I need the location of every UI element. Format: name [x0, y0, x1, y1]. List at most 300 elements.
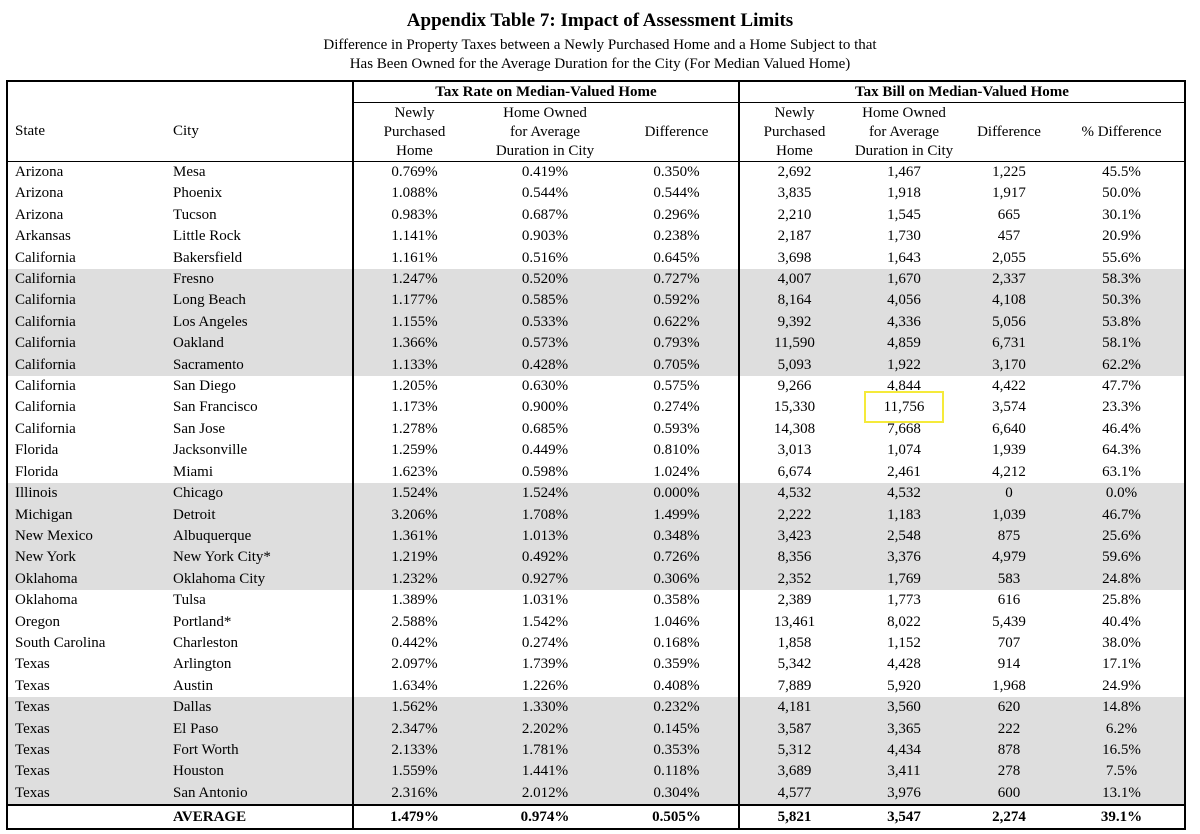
- table-row: [7, 205, 1185, 226]
- cell-state: Texas: [7, 719, 163, 740]
- cell-bill-pct-difference: 30.1%: [1102, 206, 1141, 223]
- cell-rate-newly: 2.347%: [353, 719, 475, 740]
- cell-bill-owned: 1,183: [849, 505, 959, 526]
- cell-rate-difference: 1.046%: [653, 613, 700, 630]
- cell-city: San Francisco: [173, 399, 258, 416]
- table-row: [7, 783, 1185, 805]
- cell-rate-newly: 1.161%: [353, 248, 475, 269]
- group-header-tax-rate: Tax Rate on Median-Valued Home: [353, 81, 739, 103]
- table-row: [7, 269, 1185, 290]
- cell-rate-owned: 0.598%: [521, 463, 569, 480]
- cell-bill-owned: 3,976: [849, 783, 959, 805]
- cell-bill-pct-difference: 58.3%: [1059, 269, 1185, 290]
- cell-bill-pct-difference: 62.2%: [1059, 355, 1185, 376]
- cell-bill-difference: 878: [959, 740, 1059, 761]
- cell-bill-pct-difference: 38.0%: [1102, 634, 1141, 651]
- cell-rate-difference: 0.000%: [615, 483, 739, 504]
- cell-bill-owned: 11,756: [883, 399, 925, 416]
- col-header-bill-pct-difference: % Difference: [1059, 103, 1185, 162]
- table-row: [7, 226, 1185, 247]
- table-row: [7, 397, 1185, 418]
- cell-state: New Mexico: [7, 526, 163, 547]
- cell-city: Los Angeles: [163, 312, 353, 333]
- cell-city: Fresno: [163, 269, 353, 290]
- cell-rate-owned: 0.419%: [521, 164, 569, 180]
- cell-bill-newly: 4,007: [739, 269, 849, 290]
- cell-bill-pct-difference: 16.5%: [1059, 740, 1185, 761]
- col-header-state: State: [7, 103, 163, 162]
- cell-bill-newly: 9,392: [739, 312, 849, 333]
- cell-city: Austin: [173, 677, 214, 694]
- cell-bill-difference: 616: [997, 592, 1021, 609]
- cell-city: Little Rock: [173, 228, 241, 245]
- table-row: [7, 462, 1185, 483]
- cell-city: Detroit: [163, 505, 353, 526]
- cell-state: Texas: [7, 761, 163, 782]
- table-row: [7, 761, 1185, 782]
- cell-rate-owned: 2.012%: [475, 783, 615, 805]
- cell-bill-newly: 13,461: [739, 612, 849, 633]
- cell-bill-pct-difference: 50.0%: [1102, 185, 1141, 202]
- cell-bill-owned: 4,428: [887, 656, 921, 673]
- cell-bill-difference: 1,917: [992, 185, 1026, 202]
- average-bill-newly: 5,821: [739, 805, 849, 829]
- cell-rate-owned: 0.573%: [475, 333, 615, 354]
- cell-bill-newly: 2,389: [739, 590, 849, 611]
- cell-bill-pct-difference: 63.1%: [1102, 463, 1141, 480]
- table-row: [7, 569, 1185, 590]
- cell-bill-newly: 11,590: [739, 333, 849, 354]
- average-rate-newly: 1.479%: [353, 805, 475, 829]
- cell-bill-pct-difference: 64.3%: [1102, 442, 1141, 459]
- cell-bill-newly: 4,532: [739, 483, 849, 504]
- table-row: [7, 697, 1185, 718]
- cell-bill-pct-difference: 25.8%: [1102, 592, 1141, 609]
- cell-bill-pct-difference: 47.7%: [1102, 378, 1141, 395]
- cell-bill-newly: 3,587: [739, 719, 849, 740]
- cell-rate-newly: 1.623%: [353, 462, 475, 483]
- cell-rate-difference: 1.024%: [653, 463, 700, 480]
- cell-rate-owned: 0.274%: [521, 634, 569, 651]
- cell-bill-pct-difference: 0.0%: [1059, 483, 1185, 504]
- cell-bill-owned: 3,365: [849, 719, 959, 740]
- cell-rate-difference: 0.353%: [615, 740, 739, 761]
- cell-rate-difference: 0.348%: [615, 526, 739, 547]
- cell-rate-owned: 0.428%: [475, 355, 615, 376]
- table-row: [7, 676, 1185, 697]
- cell-rate-owned: 2.202%: [475, 719, 615, 740]
- cell-bill-pct-difference: 46.4%: [1102, 420, 1141, 437]
- cell-bill-newly: 5,312: [739, 740, 849, 761]
- cell-bill-newly: 8,356: [739, 547, 849, 568]
- cell-state: Florida: [15, 463, 59, 480]
- cell-bill-newly: 3,423: [739, 526, 849, 547]
- table-row: [7, 248, 1185, 269]
- cell-city: Chicago: [163, 483, 353, 504]
- cell-bill-difference: 0: [959, 483, 1059, 504]
- table-row: [7, 440, 1185, 461]
- cell-bill-difference: 665: [997, 206, 1021, 223]
- cell-bill-owned: 1,467: [887, 164, 921, 180]
- cell-city: Phoenix: [173, 185, 223, 202]
- table-row: [7, 505, 1185, 526]
- cell-bill-difference: 875: [959, 526, 1059, 547]
- cell-state: Oklahoma: [15, 592, 78, 609]
- cell-bill-difference: 2,055: [992, 249, 1026, 266]
- cell-state: South Carolina: [15, 634, 106, 651]
- cell-bill-difference: 222: [959, 719, 1059, 740]
- cell-city: Mesa: [173, 164, 206, 180]
- cell-rate-owned: 0.927%: [475, 569, 615, 590]
- col-header-city: City: [163, 103, 353, 162]
- cell-rate-owned: 0.520%: [475, 269, 615, 290]
- cell-rate-newly: 0.769%: [353, 162, 475, 184]
- cell-bill-newly: 4,577: [739, 783, 849, 805]
- cell-bill-newly: 1,858: [739, 633, 849, 654]
- cell-bill-pct-difference: 20.9%: [1102, 228, 1141, 245]
- cell-bill-owned: 1,730: [887, 228, 921, 245]
- cell-rate-newly: 1.155%: [353, 312, 475, 333]
- cell-city: New York City*: [163, 547, 353, 568]
- cell-bill-pct-difference: 25.6%: [1059, 526, 1185, 547]
- cell-bill-newly: 2,352: [739, 569, 849, 590]
- cell-rate-difference: 0.304%: [615, 783, 739, 805]
- cell-rate-difference: 0.350%: [653, 164, 700, 180]
- cell-bill-difference: 3,574: [992, 399, 1026, 416]
- cell-bill-newly: 4,181: [739, 697, 849, 718]
- table-row: [7, 612, 1185, 633]
- cell-bill-newly: 5,342: [739, 654, 849, 675]
- cell-rate-difference: 0.793%: [615, 333, 739, 354]
- cell-rate-difference: 0.168%: [653, 634, 700, 651]
- cell-rate-newly: 1.177%: [353, 290, 475, 311]
- cell-bill-difference: 3,170: [959, 355, 1059, 376]
- cell-state: Arizona: [15, 206, 64, 223]
- cell-rate-newly: 1.141%: [353, 226, 475, 247]
- cell-rate-difference: 0.408%: [653, 677, 700, 694]
- cell-rate-owned: 1.781%: [475, 740, 615, 761]
- cell-rate-difference: 0.810%: [653, 442, 700, 459]
- table-row: [7, 547, 1185, 568]
- cell-bill-pct-difference: 58.1%: [1059, 333, 1185, 354]
- cell-bill-owned: 2,461: [887, 463, 921, 480]
- cell-rate-newly: 1.088%: [353, 183, 475, 204]
- cell-rate-newly: 1.173%: [353, 397, 475, 418]
- cell-bill-difference: 5,056: [959, 312, 1059, 333]
- cell-state: Texas: [15, 656, 50, 673]
- cell-city: Miami: [173, 463, 213, 480]
- cell-bill-owned: 4,859: [849, 333, 959, 354]
- table-row: [7, 355, 1185, 376]
- cell-rate-difference: 0.705%: [615, 355, 739, 376]
- cell-rate-owned: 0.585%: [475, 290, 615, 311]
- cell-rate-difference: 0.622%: [615, 312, 739, 333]
- average-rate-difference: 0.505%: [615, 805, 739, 829]
- cell-bill-newly: 3,689: [739, 761, 849, 782]
- cell-rate-difference: 0.359%: [653, 656, 700, 673]
- cell-bill-pct-difference: 53.8%: [1059, 312, 1185, 333]
- cell-bill-owned: 3,376: [849, 547, 959, 568]
- table-row: [7, 290, 1185, 311]
- cell-bill-owned: 1,545: [887, 206, 921, 223]
- cell-city: Portland*: [173, 613, 232, 630]
- average-bill-owned: 3,547: [849, 805, 959, 829]
- col-header-bill-difference: Difference: [959, 103, 1059, 162]
- col-header-bill-newly: Newly Purchased Home: [739, 103, 849, 162]
- cell-bill-owned: 3,560: [849, 697, 959, 718]
- cell-bill-pct-difference: 17.1%: [1102, 656, 1141, 673]
- cell-bill-difference: 2,337: [959, 269, 1059, 290]
- table-row: [7, 162, 1185, 184]
- assessment-limits-table: [6, 80, 1186, 830]
- cell-bill-pct-difference: 55.6%: [1102, 249, 1141, 266]
- cell-bill-owned: 8,022: [887, 613, 921, 630]
- cell-rate-newly: 1.366%: [353, 333, 475, 354]
- cell-state: Florida: [15, 442, 59, 459]
- cell-bill-pct-difference: 14.8%: [1059, 697, 1185, 718]
- cell-bill-pct-difference: 6.2%: [1059, 719, 1185, 740]
- cell-bill-pct-difference: 45.5%: [1102, 164, 1141, 180]
- cell-rate-newly: 1.361%: [353, 526, 475, 547]
- cell-rate-newly: 1.562%: [353, 697, 475, 718]
- cell-state: New York: [7, 547, 163, 568]
- col-header-bill-owned: Home Owned for Average Duration in City: [849, 103, 959, 162]
- cell-rate-difference: 0.118%: [615, 761, 739, 782]
- cell-rate-newly: 2.133%: [353, 740, 475, 761]
- cell-state: Texas: [7, 697, 163, 718]
- cell-bill-difference: 620: [959, 697, 1059, 718]
- average-rate-owned: 0.974%: [475, 805, 615, 829]
- cell-bill-difference: 600: [959, 783, 1059, 805]
- cell-rate-owned: 0.900%: [521, 399, 569, 416]
- cell-city: Tucson: [173, 206, 217, 223]
- cell-rate-difference: 0.727%: [615, 269, 739, 290]
- cell-rate-owned: 1.441%: [475, 761, 615, 782]
- col-header-rate-owned: Home Owned for Average Duration in City: [475, 103, 615, 162]
- cell-bill-owned: 2,548: [849, 526, 959, 547]
- cell-bill-pct-difference: 7.5%: [1059, 761, 1185, 782]
- table-row: [7, 526, 1185, 547]
- cell-rate-owned: 0.630%: [521, 378, 569, 395]
- cell-bill-owned: 4,336: [849, 312, 959, 333]
- average-bill-difference: 2,274: [959, 805, 1059, 829]
- cell-city: Sacramento: [163, 355, 353, 376]
- cell-state: California: [7, 312, 163, 333]
- cell-bill-newly: 2,187: [739, 226, 849, 247]
- cell-rate-owned: 0.903%: [521, 228, 569, 245]
- average-row: [7, 805, 1185, 829]
- cell-rate-newly: 2.316%: [353, 783, 475, 805]
- cell-state: Arkansas: [15, 228, 71, 245]
- cell-city: Houston: [163, 761, 353, 782]
- cell-bill-difference: 6,640: [992, 420, 1026, 437]
- cell-rate-newly: 0.983%: [353, 205, 475, 226]
- cell-state: California: [7, 269, 163, 290]
- cell-rate-difference: 0.726%: [615, 547, 739, 568]
- cell-rate-owned: 1.708%: [475, 505, 615, 526]
- cell-city: Oklahoma City: [163, 569, 353, 590]
- cell-rate-difference: 0.358%: [653, 592, 700, 609]
- cell-bill-difference: 457: [997, 228, 1021, 245]
- cell-bill-newly: 3,835: [739, 183, 849, 204]
- cell-bill-newly: 14,308: [739, 419, 849, 440]
- cell-rate-newly: 1.559%: [353, 761, 475, 782]
- cell-city: Bakersfield: [173, 249, 243, 266]
- cell-bill-difference: 914: [997, 656, 1021, 673]
- cell-state: California: [15, 399, 76, 416]
- cell-state: Illinois: [7, 483, 163, 504]
- cell-rate-owned: 1.031%: [521, 592, 569, 609]
- cell-bill-pct-difference: 24.8%: [1059, 569, 1185, 590]
- cell-state: California: [15, 378, 76, 395]
- table-subtitle-line2: Has Been Owned for the Average Duration for the City (For Median Valued Home): [349, 56, 851, 72]
- cell-rate-owned: 0.544%: [521, 185, 569, 202]
- cell-state: Arizona: [15, 185, 64, 202]
- cell-rate-owned: 0.449%: [521, 442, 569, 459]
- cell-bill-owned: 4,844: [887, 378, 921, 395]
- cell-rate-difference: 0.238%: [653, 228, 700, 245]
- cell-bill-newly: 7,889: [739, 676, 849, 697]
- table-header: [7, 81, 1185, 162]
- cell-city: Charleston: [173, 634, 238, 651]
- cell-rate-newly: 1.278%: [353, 419, 475, 440]
- cell-rate-difference: 1.499%: [615, 505, 739, 526]
- cell-rate-newly: 3.206%: [353, 505, 475, 526]
- cell-state: California: [7, 333, 163, 354]
- cell-city: El Paso: [163, 719, 353, 740]
- cell-city: Dallas: [163, 697, 353, 718]
- cell-state: Arizona: [15, 164, 64, 180]
- cell-bill-newly: 15,330: [739, 397, 849, 418]
- cell-state: Texas: [7, 783, 163, 805]
- cell-state: Oregon: [15, 613, 60, 630]
- cell-bill-owned: 1,074: [887, 442, 921, 459]
- col-header-rate-difference: Difference: [615, 103, 739, 162]
- cell-bill-difference: 1,968: [992, 677, 1026, 694]
- cell-rate-difference: 0.593%: [653, 420, 700, 437]
- cell-rate-newly: 1.247%: [353, 269, 475, 290]
- cell-rate-difference: 0.274%: [653, 399, 700, 416]
- cell-rate-difference: 0.645%: [653, 249, 700, 266]
- cell-rate-newly: 1.133%: [353, 355, 475, 376]
- cell-rate-newly: 2.097%: [353, 654, 475, 675]
- cell-bill-newly: 8,164: [739, 290, 849, 311]
- col-header-rate-newly: Newly Purchased Home: [353, 103, 475, 162]
- cell-state: Michigan: [7, 505, 163, 526]
- average-label: AVERAGE: [163, 805, 353, 829]
- table-subtitle-line1: Difference in Property Taxes between a Newly Purchased Home and a Home Subject to that: [323, 37, 877, 53]
- cell-rate-difference: 0.544%: [653, 185, 700, 202]
- cell-city: San Jose: [173, 420, 226, 437]
- cell-rate-owned: 0.492%: [475, 547, 615, 568]
- cell-bill-newly: 2,210: [739, 205, 849, 226]
- cell-bill-pct-difference: 50.3%: [1059, 290, 1185, 311]
- cell-bill-owned: 1,152: [887, 634, 921, 651]
- cell-bill-newly: 2,222: [739, 505, 849, 526]
- cell-city: San Antonio: [163, 783, 353, 805]
- cell-city: San Diego: [173, 378, 236, 395]
- cell-bill-difference: 4,422: [992, 378, 1026, 395]
- cell-bill-owned: 1,643: [887, 249, 921, 266]
- cell-bill-pct-difference: 59.6%: [1059, 547, 1185, 568]
- cell-bill-owned: 4,434: [849, 740, 959, 761]
- table-title: Appendix Table 7: Impact of Assessment Limits: [406, 10, 794, 31]
- cell-bill-difference: 1,039: [959, 505, 1059, 526]
- cell-rate-newly: 2.588%: [353, 612, 475, 633]
- cell-bill-pct-difference: 23.3%: [1102, 399, 1141, 416]
- table-row: [7, 590, 1185, 611]
- table-row: [7, 740, 1185, 761]
- cell-rate-owned: 0.685%: [521, 420, 569, 437]
- cell-rate-owned: 1.226%: [521, 677, 569, 694]
- cell-rate-owned: 1.330%: [475, 697, 615, 718]
- cell-bill-owned: 1,922: [849, 355, 959, 376]
- cell-state: Texas: [7, 740, 163, 761]
- cell-rate-owned: 1.542%: [521, 613, 569, 630]
- cell-bill-pct-difference: 40.4%: [1102, 613, 1141, 630]
- cell-bill-difference: 278: [959, 761, 1059, 782]
- cell-bill-difference: 4,108: [959, 290, 1059, 311]
- cell-rate-newly: 1.205%: [353, 376, 475, 397]
- table-row: [7, 312, 1185, 333]
- cell-city: Arlington: [173, 656, 232, 673]
- cell-bill-owned: 1,918: [887, 185, 921, 202]
- cell-bill-difference: 1,939: [992, 442, 1026, 459]
- cell-bill-newly: 9,266: [739, 376, 849, 397]
- cell-bill-newly: 5,093: [739, 355, 849, 376]
- cell-bill-owned: 5,920: [887, 677, 921, 694]
- group-header-tax-bill: Tax Bill on Median-Valued Home: [739, 81, 1185, 103]
- cell-rate-owned: 1.739%: [521, 656, 569, 673]
- cell-bill-owned: 1,769: [849, 569, 959, 590]
- cell-city: Long Beach: [163, 290, 353, 311]
- cell-rate-newly: 1.232%: [353, 569, 475, 590]
- cell-bill-owned: 4,532: [849, 483, 959, 504]
- cell-state: Oklahoma: [7, 569, 163, 590]
- cell-rate-newly: 0.442%: [353, 633, 475, 654]
- table-row: [7, 719, 1185, 740]
- cell-rate-difference: 0.592%: [615, 290, 739, 311]
- table-row: [7, 333, 1185, 354]
- cell-bill-difference: 707: [997, 634, 1021, 651]
- cell-city: Albuquerque: [163, 526, 353, 547]
- cell-rate-owned: 1.524%: [475, 483, 615, 504]
- cell-rate-owned: 0.516%: [521, 249, 569, 266]
- cell-state: California: [15, 420, 76, 437]
- highlight-box: [864, 391, 944, 423]
- cell-rate-difference: 0.232%: [615, 697, 739, 718]
- cell-rate-owned: 0.533%: [475, 312, 615, 333]
- cell-state: California: [7, 290, 163, 311]
- cell-bill-newly: 3,698: [739, 248, 849, 269]
- table-row: [7, 183, 1185, 204]
- cell-state: California: [15, 249, 76, 266]
- cell-rate-newly: 1.259%: [353, 440, 475, 461]
- cell-bill-owned: 1,773: [887, 592, 921, 609]
- table-body: [7, 162, 1185, 806]
- cell-bill-difference: 583: [959, 569, 1059, 590]
- cell-state: Texas: [15, 677, 50, 694]
- cell-city: Tulsa: [173, 592, 206, 609]
- cell-bill-difference: 4,212: [992, 463, 1026, 480]
- cell-city: Fort Worth: [163, 740, 353, 761]
- cell-rate-difference: 0.306%: [615, 569, 739, 590]
- cell-bill-pct-difference: 13.1%: [1059, 783, 1185, 805]
- cell-bill-pct-difference: 46.7%: [1059, 505, 1185, 526]
- cell-rate-newly: 1.634%: [353, 676, 475, 697]
- cell-rate-difference: 0.296%: [653, 206, 700, 223]
- cell-bill-difference: 1,225: [992, 164, 1026, 180]
